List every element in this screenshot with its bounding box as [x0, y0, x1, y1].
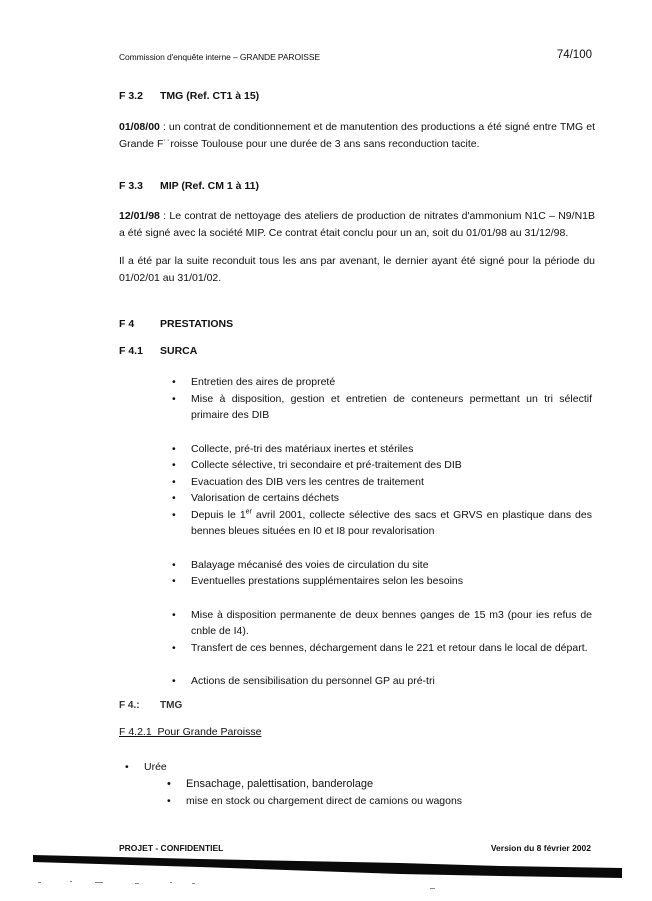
- section-heading-f41: [119, 345, 197, 357]
- list-item-text: Ensachage, palettisation, banderolage: [186, 778, 374, 790]
- section-title: SURCA: [160, 345, 198, 357]
- list-item-text: Entretien des aires de propreté: [191, 376, 336, 388]
- text-fragment: Depuis le 1: [191, 508, 246, 521]
- uree-item: [125, 759, 545, 776]
- footer-confidential: PROJET - CONFIDENTIEL: [119, 843, 224, 853]
- list-item: [172, 441, 592, 458]
- section-number: F 4: [119, 318, 135, 330]
- section-heading-f4: [119, 318, 233, 330]
- bullet-icon: •: [167, 794, 171, 807]
- footer-version: Version du 8 février 2002: [490, 843, 591, 853]
- paragraph-f32: [119, 119, 595, 153]
- section-number: F 3.3: [119, 180, 143, 192]
- list-item: [172, 490, 592, 507]
- list-item: [172, 507, 592, 540]
- list-item: [172, 457, 592, 474]
- bullet-icon: •: [172, 675, 176, 687]
- paragraph-text: : Le contrat de nettoyage des ateliers de production de nitrates d'ammonium N1C – N9/N1B a été signé avec la société MIP. Ce contrat était conclu pour un an, soit du 01/01/98 au 31/12/98.: [119, 210, 595, 239]
- list-item: [167, 793, 587, 810]
- section-number: F 4.:: [119, 700, 140, 711]
- list-item: [172, 573, 592, 590]
- bullet-icon: •: [125, 761, 129, 773]
- list-item-text: mise en stock ou chargement direct de camions ou wagons: [186, 794, 463, 807]
- list-item: [172, 607, 592, 640]
- list-item-text: [191, 509, 592, 538]
- section-title: TMG: [160, 700, 183, 711]
- bullet-group: [172, 673, 592, 690]
- list-item: [172, 374, 592, 391]
- list-item-text: Mise à disposition, gestion et entretien de conteneurs permettant un tri sélectif primaire des DIB: [191, 392, 592, 421]
- list-item-text: Evacuation des DIB vers les centres de traitement: [191, 475, 424, 488]
- section-title: TMG (Ref. CT1 à 15): [160, 90, 260, 102]
- section-heading-f42: [119, 700, 182, 711]
- list-item: [172, 673, 592, 690]
- subsection-heading-f421: F 4.2.1 Pour Grande Paroisse: [119, 726, 262, 738]
- uree-subitems-list: [167, 776, 587, 809]
- paragraph-date: 12/01/98: [119, 210, 160, 222]
- bullet-icon: •: [172, 641, 176, 654]
- scan-artifact-bar: [0, 850, 652, 890]
- surca-services-list: [172, 374, 592, 707]
- section-heading-f33: [119, 180, 259, 192]
- list-item-text: Mise à disposition permanente de deux bennes o̱anges de 15 m3 (pour ies refus de cnble de I4).: [191, 608, 592, 637]
- list-item-text: Urée: [144, 761, 167, 773]
- section-number: F 3.2: [119, 90, 143, 102]
- bullet-icon: •: [172, 575, 176, 587]
- bullet-icon: •: [172, 442, 176, 455]
- list-item: [172, 474, 592, 491]
- list-item-text: Balayage mécanisé des voies de circulation du site: [191, 558, 429, 571]
- bullet-group: [172, 374, 592, 424]
- bullet-group: [172, 557, 592, 590]
- section-heading-f32: [119, 90, 259, 102]
- bullet-icon: •: [172, 608, 176, 621]
- list-item: [172, 640, 592, 657]
- bullet-icon: •: [172, 492, 176, 504]
- list-item: [167, 776, 587, 793]
- bullet-icon: •: [172, 558, 176, 571]
- paragraph-text: : un contrat de conditionnement et de manutention des productions a été signé entre TMG et Grande F˙˙roisse Toulouse pour une durée de 3 ans sans reconduction tacite.: [119, 121, 595, 150]
- bullet-icon: •: [172, 376, 176, 388]
- list-item-text: Actions de sensibilisation du personnel GP au pré-tri: [191, 675, 435, 687]
- section-title: PRESTATIONS: [160, 318, 234, 330]
- bullet-icon: •: [172, 459, 176, 471]
- list-item: [125, 759, 545, 776]
- bullet-group: [172, 441, 592, 540]
- list-item-text: Valorisation de certains déchets: [191, 492, 340, 504]
- page-number: 74/100: [556, 49, 592, 61]
- list-item: [172, 391, 592, 424]
- list-item-text: Collecte, pré-tri des matériaux inertes et stériles: [191, 442, 414, 455]
- scan-speckles: [38, 881, 435, 889]
- running-header-title: Commission d'enquête interne – GRANDE PAROISSE: [119, 52, 320, 62]
- list-item: [172, 557, 592, 574]
- text-fragment: avril 2001, collecte sélective des sacs et GRVS en plastique dans des bennes bleues situées en I0 et I8 pour revalorisation: [191, 508, 592, 537]
- bullet-icon: •: [172, 392, 176, 405]
- list-item-text: Eventuelles prestations supplémentaires selon les besoins: [191, 575, 463, 587]
- section-number: F 4.1: [119, 345, 143, 357]
- scan-artifact-stroke: [33, 855, 622, 878]
- list-item-text: Transfert de ces bennes, déchargement dans le 221 et retour dans le local de départ.: [191, 641, 588, 654]
- paragraph-f33-renewal: Il a été par la suite reconduit tous les ans par avenant, le dernier ayant été signé pour la période du 01/02/01 au 31/01/02.: [119, 255, 595, 284]
- section-title: MIP (Ref. CM 1 à 11): [160, 180, 260, 192]
- bullet-icon: •: [172, 475, 176, 488]
- paragraph-date: 01/08/00: [119, 121, 160, 133]
- paragraph-f33: [119, 208, 595, 242]
- bullet-icon: •: [167, 778, 171, 790]
- superscript: er: [245, 508, 252, 515]
- list-item-text: Collecte sélective, tri secondaire et pré-traitement des DIB: [191, 459, 462, 471]
- bullet-group: [172, 607, 592, 657]
- bullet-icon: •: [172, 508, 176, 521]
